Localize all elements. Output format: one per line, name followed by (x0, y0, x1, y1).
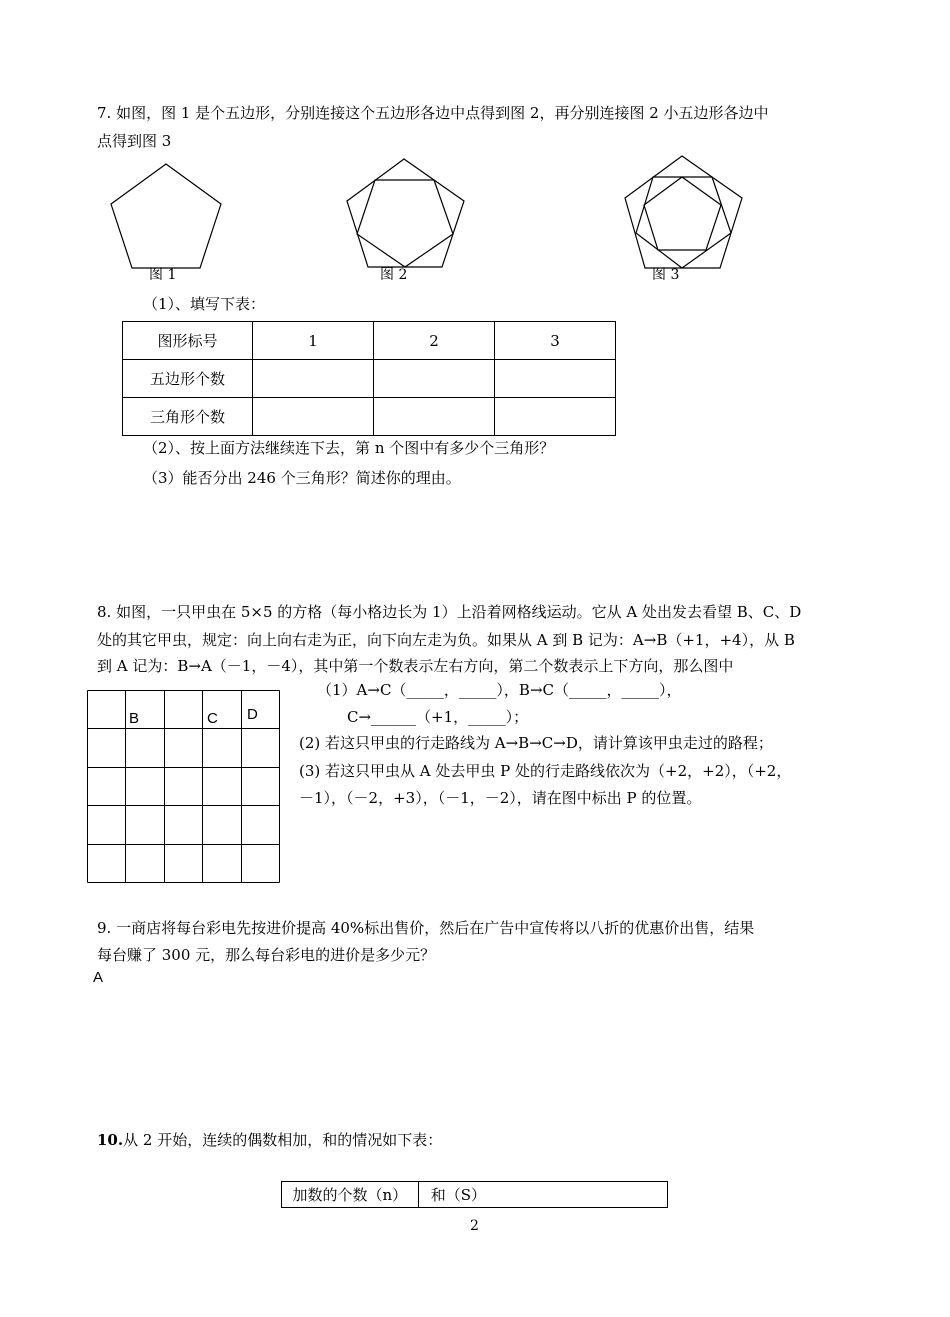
figure-3-label: 图 3 (652, 267, 680, 283)
grid-label-d: D (247, 706, 258, 723)
q10-table (281, 1181, 668, 1208)
q7-table-answer-cell (252, 398, 373, 436)
q10-line (97, 1130, 442, 1150)
q7-table-row-label: 三角形个数 (123, 398, 253, 436)
q9-line2: 每台赚了 300 元，那么每台彩电的进价是多少元？ (97, 946, 436, 964)
q10-table-header-n: 加数的个数（n） (282, 1182, 419, 1208)
figure-2-label: 图 2 (380, 267, 408, 283)
q7-table-answer-cell (252, 360, 373, 398)
q10-text: 从 2 开始，连续的偶数相加，和的情况如下表： (123, 1131, 443, 1149)
q7-table-header-cell: 2 (373, 322, 494, 360)
q9-line1: 9. 一商店将每台彩电先按进价提高 40%标出售价，然后在广告中宣传将以八折的优惠价出售，结果 (97, 919, 755, 937)
q7-table-header-cell: 3 (494, 322, 615, 360)
figure-1-pentagon (100, 160, 230, 280)
q7-line1: 7. 如图，图 1 是个五边形，分别连接这个五边形各边中点得到图 2，再分别连接图 2 小五边形各边中 (97, 104, 769, 122)
q7-table-answer-cell (373, 360, 494, 398)
q7-table-header-cell: 图形标号 (123, 322, 253, 360)
q7-table-answer-cell (494, 398, 615, 436)
q8-sub1a: （1）A→C（_____，_____），B→C（_____，_____）， (317, 681, 682, 699)
figure-1-label: 图 1 (149, 267, 177, 283)
q7-table (122, 321, 616, 436)
q8-sub2: (2) 若这只甲虫的行走路线为 A→B→C→D，请计算该甲虫走过的路程； (299, 734, 773, 752)
stray-label-a: A (93, 969, 104, 986)
q7-part3: （3）能否分出 246 个三角形？简述你的理由。 (143, 469, 461, 487)
grid-label-b: B (129, 710, 140, 727)
page-number: 2 (470, 1218, 479, 1234)
figure-2-pentagons (340, 155, 475, 275)
q8-sub1b: C→______（+1，_____）； (347, 708, 529, 726)
q10-table-header-s: 和（S） (418, 1182, 667, 1208)
q10-number: 10. (97, 1131, 124, 1149)
q7-part1: （1）、填写下表： (143, 295, 266, 313)
q7-table-header-cell: 1 (252, 322, 373, 360)
q8-line2: 处的其它甲虫，规定：向上向右走为正，向下向左走为负。如果从 A 到 B 记为：A→B（+1，+4），从 B (97, 631, 795, 649)
figure-3-pentagons (620, 152, 755, 277)
q8-line3: 到 A 记为：B→A（－1，－4），其中第一个数表示左右方向，第二个数表示上下方向，那么图中 (97, 657, 734, 675)
q8-sub3a: (3) 若这只甲虫从 A 处去甲虫 P 处的行走路线依次为（+2，+2），（+2， (299, 762, 792, 780)
q8-sub3b: －1），（－2，+3），（－1，－2），请在图中标出 P 的位置。 (299, 789, 702, 807)
q7-table-answer-cell (494, 360, 615, 398)
q7-table-row-label: 五边形个数 (123, 360, 253, 398)
q7-part2: （2）、按上面方法继续连下去，第 n 个图中有多少个三角形？ (143, 439, 555, 457)
q7-line2: 点得到图 3 (97, 132, 172, 150)
grid-label-c: C (207, 710, 218, 727)
q7-table-answer-cell (373, 398, 494, 436)
q8-line1: 8. 如图，一只甲虫在 5×5 的方格（每小格边长为 1）上沿着网格线运动。它从 A 处出发去看望 B、C、D (97, 603, 802, 621)
